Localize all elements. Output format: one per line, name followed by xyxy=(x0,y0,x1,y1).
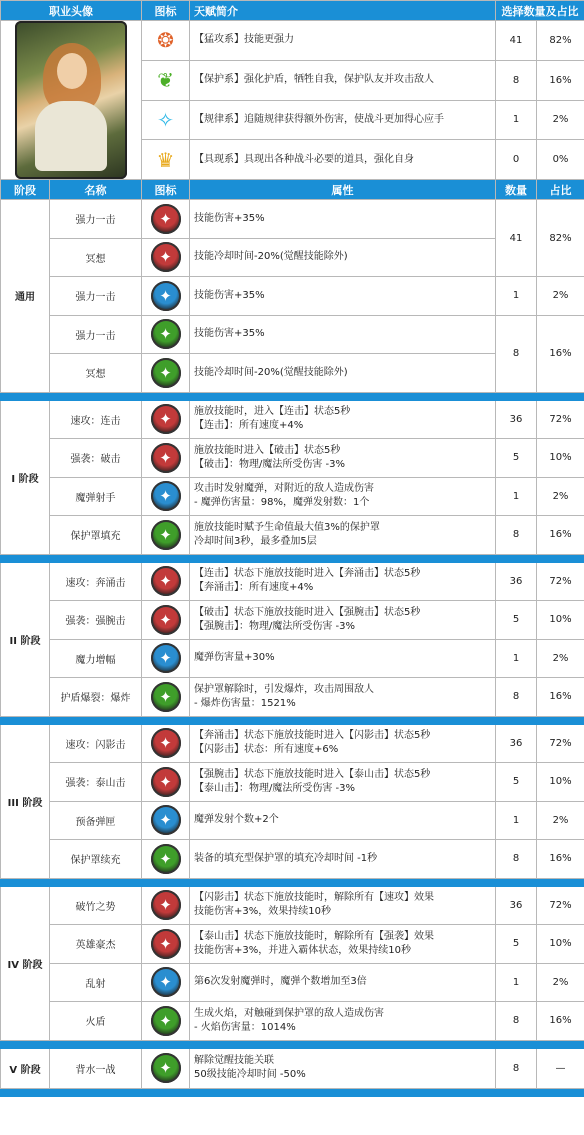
skill-name: 保护罩续充 xyxy=(50,840,142,879)
skill-name: 背水一战 xyxy=(50,1048,142,1088)
talent-desc: 【保护系】强化护盾，牺牲自我，保护队友并攻击敌人 xyxy=(190,60,496,100)
skill-name: 速攻：连击 xyxy=(50,400,142,439)
talent-count: 0 xyxy=(496,140,537,180)
skill-attr xyxy=(190,516,496,555)
skill-row xyxy=(1,963,584,1002)
skill-count: 36 xyxy=(496,400,537,439)
skill-attr-line: - 火焰伤害量：1014% xyxy=(194,1021,296,1033)
select-count-ratio-header: 选择数量及占比 xyxy=(496,1,584,21)
talent-ratio: 16% xyxy=(537,60,584,100)
skill-name: 魔力增幅 xyxy=(50,639,142,678)
skill-icon: ✦ xyxy=(151,929,181,959)
skill-attr-line: 【连击】状态下施放技能时进入【奔涌击】状态5秒 xyxy=(194,568,421,580)
skill-name: 强袭：强腕击 xyxy=(50,601,142,640)
skill-row xyxy=(1,840,584,879)
skill-name: 强力一击 xyxy=(50,277,142,316)
skill-ratio: 10% xyxy=(537,763,584,802)
skill-ratio: 72% xyxy=(537,886,584,925)
skill-attr: 技能冷却时间-20%(觉醒技能除外) xyxy=(190,354,496,393)
skill-icon-cell xyxy=(142,678,190,717)
talent-icon-cell xyxy=(142,21,190,61)
skill-count: 8 xyxy=(496,840,537,879)
section-divider xyxy=(1,1088,584,1096)
skill-count: 36 xyxy=(496,886,537,925)
skill-attr: 技能伤害+35% xyxy=(190,315,496,354)
skill-count: 1 xyxy=(496,477,537,516)
skill-icon: ✦ xyxy=(151,967,181,997)
skill-attr-line: 【闪影击】状态下施放技能时，解除所有【速攻】效果 xyxy=(194,892,434,904)
skill-ratio: 16% xyxy=(537,516,584,555)
skill-attr xyxy=(190,840,496,879)
skill-row xyxy=(1,439,584,478)
skill-name: 强袭：泰山击 xyxy=(50,763,142,802)
skill-attr-line: 【连击】：所有速度+4% xyxy=(194,420,304,432)
skill-count: 1 xyxy=(496,639,537,678)
skill-ratio: 2% xyxy=(537,639,584,678)
skill-count: 1 xyxy=(496,801,537,840)
crown-icon: ♛ xyxy=(156,147,175,172)
col-icon-header: 图标 xyxy=(142,180,190,200)
shield-icon: ❦ xyxy=(157,68,174,93)
skill-attr-line: 冷却时间3秒，最多叠加5层 xyxy=(194,535,317,547)
talent-ratio: 0% xyxy=(537,140,584,180)
skill-attr: 技能冷却时间-20%(觉醒技能除外) xyxy=(190,238,496,277)
skill-ratio: 72% xyxy=(537,562,584,601)
portrait-header: 职业头像 xyxy=(1,1,142,21)
skill-icon: ✦ xyxy=(151,358,181,388)
stage-label: III 阶段 xyxy=(1,724,50,878)
section-divider xyxy=(1,1040,584,1048)
skill-count: 8 xyxy=(496,516,537,555)
col-attr-header: 属性 xyxy=(190,180,496,200)
skill-name: 冥想 xyxy=(50,354,142,393)
skill-attr-line: 【泰山击】：物理/魔法所受伤害 -3% xyxy=(194,782,356,794)
skill-attr-line: 生成火焰，对触碰到保护罩的敌人造成伤害 xyxy=(194,1007,384,1019)
skill-icon: ✦ xyxy=(151,643,181,673)
skill-attr-line: 技能伤害+3%，并进入霸体状态，效果持续10秒 xyxy=(194,944,411,956)
skill-row xyxy=(1,200,584,239)
skill-ratio: 10% xyxy=(537,601,584,640)
skill-name: 速攻：奔涌击 xyxy=(50,562,142,601)
skill-attr-line: 装备的填充型保护罩的填充冷却时间 -1秒 xyxy=(194,852,378,864)
divider-cell xyxy=(1,392,584,400)
skill-icon-cell xyxy=(142,925,190,964)
talent-icon-cell xyxy=(142,60,190,100)
skill-row xyxy=(1,801,584,840)
col-stage-header: 阶段 xyxy=(1,180,50,200)
col-count-header: 数量 xyxy=(496,180,537,200)
skill-icon: ✦ xyxy=(151,404,181,434)
skill-count: 5 xyxy=(496,439,537,478)
skill-icon: ✦ xyxy=(151,566,181,596)
skill-attr xyxy=(190,763,496,802)
skill-attr-line: 【强腕击】：物理/魔法所受伤害 -3% xyxy=(194,620,356,632)
talent-count: 41 xyxy=(496,21,537,61)
skill-icon: ✦ xyxy=(151,1006,181,1036)
target-icon: ❂ xyxy=(157,28,174,53)
divider-cell xyxy=(1,1088,584,1096)
skill-ratio: 72% xyxy=(537,724,584,763)
skill-attr-line: 攻击时发射魔弹，对附近的敌人造成伤害 xyxy=(194,483,374,495)
skill-count: 36 xyxy=(496,562,537,601)
skill-row xyxy=(1,1048,584,1088)
skill-attr-line: - 魔弹伤害量：98%，魔弹发射数：1个 xyxy=(194,497,370,509)
skill-count: 5 xyxy=(496,925,537,964)
stage-label: V 阶段 xyxy=(1,1048,50,1088)
skill-ratio: 2% xyxy=(537,963,584,1002)
skill-icon-cell xyxy=(142,277,190,316)
skill-icon-cell xyxy=(142,1048,190,1088)
skill-count: 5 xyxy=(496,763,537,802)
talent-icon-cell xyxy=(142,100,190,140)
talent-header-row xyxy=(1,1,584,21)
skill-icon-cell xyxy=(142,238,190,277)
skill-icon-cell xyxy=(142,724,190,763)
skill-row xyxy=(1,886,584,925)
talent-ratio: 82% xyxy=(537,21,584,61)
skill-icon-cell xyxy=(142,840,190,879)
compass-icon: ✧ xyxy=(157,107,174,132)
skill-icon-cell xyxy=(142,601,190,640)
skill-icon-cell xyxy=(142,400,190,439)
skill-icon: ✦ xyxy=(151,805,181,835)
skill-attr-line: - 爆炸伤害量：1521% xyxy=(194,697,296,709)
skill-icon-cell xyxy=(142,639,190,678)
skill-name: 火盾 xyxy=(50,1002,142,1041)
skill-attr-line: 【破击】：物理/魔法所受伤害 -3% xyxy=(194,458,346,470)
skill-attr-line: 魔弹伤害量+30% xyxy=(194,652,275,664)
skill-row xyxy=(1,1002,584,1041)
skill-attr xyxy=(190,1002,496,1041)
talent-icon-cell xyxy=(142,140,190,180)
skill-count: 36 xyxy=(496,724,537,763)
portrait-cell xyxy=(1,21,142,180)
skill-row xyxy=(1,400,584,439)
skill-attr xyxy=(190,724,496,763)
skill-count: 1 xyxy=(496,963,537,1002)
skill-row xyxy=(1,639,584,678)
portrait-face xyxy=(57,53,87,89)
skill-attr-line: 【强腕击】状态下施放技能时进入【泰山击】状态5秒 xyxy=(194,768,431,780)
skill-attr-line: 50级技能冷却时间 -50% xyxy=(194,1069,306,1080)
talent-desc: 【规律系】追随规律获得额外伤害，使战斗更加得心应手 xyxy=(190,100,496,140)
skill-ratio: 16% xyxy=(537,315,584,392)
stage-label: I 阶段 xyxy=(1,400,50,554)
skill-attr-line: 魔弹发射个数+2个 xyxy=(194,814,279,826)
skill-icon-cell xyxy=(142,801,190,840)
skill-icon: ✦ xyxy=(151,481,181,511)
skill-icon-cell xyxy=(142,439,190,478)
skill-row xyxy=(1,562,584,601)
divider-cell xyxy=(1,1040,584,1048)
skill-icon: ✦ xyxy=(151,242,181,272)
column-header-row xyxy=(1,180,584,200)
skill-ratio: 2% xyxy=(537,277,584,316)
skill-icon: ✦ xyxy=(151,204,181,234)
skill-attr xyxy=(190,562,496,601)
skill-icon: ✦ xyxy=(151,844,181,874)
skill-attr-line: 【闪影击】状态：所有速度+6% xyxy=(194,744,339,756)
skill-name: 强力一击 xyxy=(50,315,142,354)
skill-count: 41 xyxy=(496,200,537,277)
portrait-dress xyxy=(35,101,107,171)
talent-count: 1 xyxy=(496,100,537,140)
skill-attr-line: 【奔涌击】：所有速度+4% xyxy=(194,582,314,594)
skill-row xyxy=(1,601,584,640)
talent-desc: 【具现系】具现出各种战斗必要的道具，强化自身 xyxy=(190,140,496,180)
skill-icon-cell xyxy=(142,963,190,1002)
skill-icon-cell xyxy=(142,200,190,239)
skill-icon-cell xyxy=(142,477,190,516)
skill-attr-line: 解除觉醒技能关联 xyxy=(194,1055,274,1066)
skill-icon-cell xyxy=(142,516,190,555)
skill-row xyxy=(1,315,584,354)
skill-icon: ✦ xyxy=(151,1053,181,1083)
skill-attr xyxy=(190,1048,496,1088)
stage-label: II 阶段 xyxy=(1,562,50,716)
divider-cell xyxy=(1,716,584,724)
skill-ratio: 82% xyxy=(537,200,584,277)
skill-ratio: — xyxy=(537,1048,584,1088)
stage-label: IV 阶段 xyxy=(1,886,50,1040)
skill-icon: ✦ xyxy=(151,605,181,635)
skill-attr-line: 施放技能时，进入【连击】状态5秒 xyxy=(194,406,351,418)
skill-attr xyxy=(190,925,496,964)
skill-icon-cell xyxy=(142,315,190,354)
skill-count: 5 xyxy=(496,601,537,640)
skill-attr xyxy=(190,678,496,717)
skill-icon: ✦ xyxy=(151,728,181,758)
skill-attr xyxy=(190,801,496,840)
col-name-header: 名称 xyxy=(50,180,142,200)
skill-attr xyxy=(190,439,496,478)
skill-ratio: 2% xyxy=(537,477,584,516)
skill-name: 魔弹射手 xyxy=(50,477,142,516)
skill-attr: 技能伤害+35% xyxy=(190,277,496,316)
skill-attr-line: 【奔涌击】状态下施放技能时进入【闪影击】状态5秒 xyxy=(194,730,431,742)
skill-icon-cell xyxy=(142,886,190,925)
divider-cell xyxy=(1,878,584,886)
skill-icon-cell xyxy=(142,763,190,802)
skill-ratio: 72% xyxy=(537,400,584,439)
skill-attr xyxy=(190,477,496,516)
talent-intro-header: 天赋简介 xyxy=(190,1,496,21)
skill-icon-cell xyxy=(142,1002,190,1041)
talent-count: 8 xyxy=(496,60,537,100)
icon-header: 图标 xyxy=(142,1,190,21)
section-divider xyxy=(1,392,584,400)
skill-icon: ✦ xyxy=(151,443,181,473)
skill-attr-line: 【破击】状态下施放技能时进入【强腕击】状态5秒 xyxy=(194,606,421,618)
skill-name: 冥想 xyxy=(50,238,142,277)
section-divider xyxy=(1,554,584,562)
talent-desc: 【猛攻系】技能更强力 xyxy=(190,21,496,61)
class-portrait xyxy=(15,21,127,179)
skill-icon: ✦ xyxy=(151,319,181,349)
skill-name: 保护罩填充 xyxy=(50,516,142,555)
skill-count: 8 xyxy=(496,1002,537,1041)
skill-icon: ✦ xyxy=(151,520,181,550)
skill-ratio: 16% xyxy=(537,840,584,879)
skill-icon: ✦ xyxy=(151,281,181,311)
section-divider xyxy=(1,878,584,886)
skill-ratio: 16% xyxy=(537,678,584,717)
skill-attr xyxy=(190,886,496,925)
skill-attr xyxy=(190,601,496,640)
talent-ratio: 2% xyxy=(537,100,584,140)
divider-cell xyxy=(1,554,584,562)
skill-count: 8 xyxy=(496,1048,537,1088)
skill-row xyxy=(1,925,584,964)
skill-row xyxy=(1,477,584,516)
skill-icon: ✦ xyxy=(151,890,181,920)
skill-ratio: 10% xyxy=(537,925,584,964)
skill-attr-line: 保护罩解除时，引发爆炸，攻击周围敌人 xyxy=(194,683,374,695)
col-ratio-header: 占比 xyxy=(537,180,584,200)
skill-name: 强袭：破击 xyxy=(50,439,142,478)
talent-row xyxy=(1,21,584,61)
skill-icon-cell xyxy=(142,354,190,393)
skill-name: 破竹之势 xyxy=(50,886,142,925)
skill-icon: ✦ xyxy=(151,767,181,797)
skill-name: 预备弹匣 xyxy=(50,801,142,840)
skill-attr-line: 第6次发射魔弹时，魔弹个数增加至3倍 xyxy=(194,976,367,988)
skill-icon-cell xyxy=(142,562,190,601)
skill-attr-line: 技能伤害+3%，效果持续10秒 xyxy=(194,906,331,918)
stage-label: 通用 xyxy=(1,200,50,393)
skill-icon: ✦ xyxy=(151,682,181,712)
section-divider xyxy=(1,716,584,724)
skill-name: 英雄豪杰 xyxy=(50,925,142,964)
skill-row xyxy=(1,724,584,763)
skill-ratio: 16% xyxy=(537,1002,584,1041)
skill-attr xyxy=(190,639,496,678)
skill-attr-line: 施放技能时赋予生命值最大值3%的保护罩 xyxy=(194,521,380,533)
skill-row xyxy=(1,277,584,316)
skill-name: 速攻：闪影击 xyxy=(50,724,142,763)
skill-attr: 技能伤害+35% xyxy=(190,200,496,239)
skill-attr-line: 【泰山击】状态下施放技能时，解除所有【强袭】效果 xyxy=(194,930,434,942)
skill-attr xyxy=(190,963,496,1002)
skill-attr-line: 施放技能时进入【破击】状态5秒 xyxy=(194,444,341,456)
skill-row xyxy=(1,516,584,555)
skill-attr xyxy=(190,400,496,439)
skill-row xyxy=(1,763,584,802)
skill-name: 强力一击 xyxy=(50,200,142,239)
skill-name: 乱射 xyxy=(50,963,142,1002)
skill-name: 护盾爆裂：爆炸 xyxy=(50,678,142,717)
skill-count: 8 xyxy=(496,315,537,392)
skill-ratio: 2% xyxy=(537,801,584,840)
skill-count: 1 xyxy=(496,277,537,316)
skill-row xyxy=(1,678,584,717)
skill-count: 8 xyxy=(496,678,537,717)
skill-ratio: 10% xyxy=(537,439,584,478)
